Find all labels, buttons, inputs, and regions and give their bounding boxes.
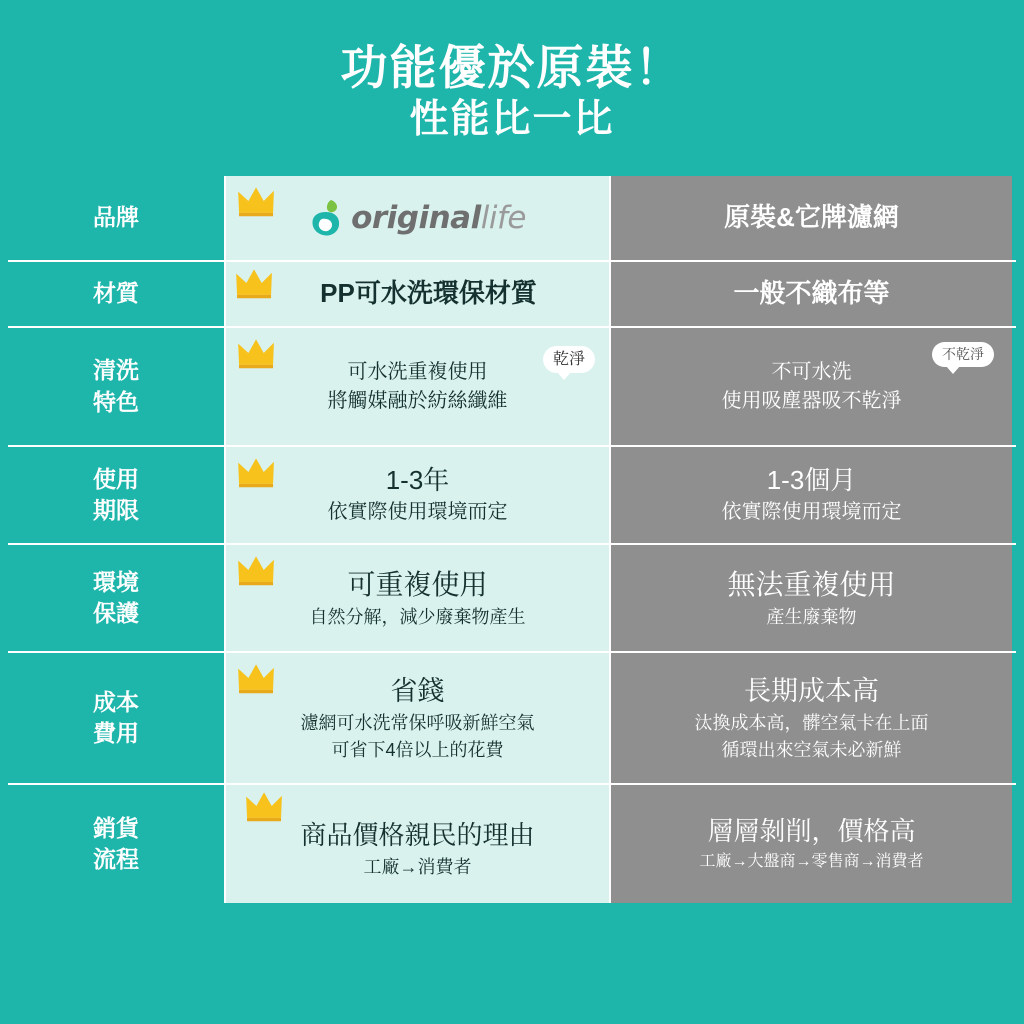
row-label-distribution: [8, 785, 226, 903]
row-label-cost: [8, 653, 226, 783]
row-label-line1: 環境: [93, 568, 139, 595]
row-label-washing: [8, 328, 226, 445]
cell-sub-text: 依實際使用環境而定: [721, 501, 902, 524]
row-label-text: 材質: [93, 280, 139, 307]
cell-ours-distribution: [226, 785, 611, 903]
cell-sub-text-2: 可省下4倍以上的花費: [331, 739, 504, 760]
crown-icon: [234, 266, 286, 300]
cell-main-text: 1-3年: [385, 464, 450, 495]
row-label-line1: 使用: [93, 465, 139, 492]
cell-main-text: 可水洗重複使用: [347, 360, 488, 383]
table-row: [8, 445, 1016, 543]
tooltip-clean: 乾淨: [543, 346, 595, 373]
cell-ours-brand: [226, 176, 611, 260]
row-label-lifespan: [8, 447, 226, 543]
cell-main-text: 商品價格親民的理由: [300, 819, 535, 850]
cell-sub-text: 依實際使用環境而定: [327, 501, 508, 524]
brand-name-bold: original: [351, 200, 481, 236]
cell-theirs-cost: [611, 653, 1012, 783]
table-row: [8, 651, 1016, 783]
row-label-environment: [8, 545, 226, 651]
crown-icon: [236, 184, 288, 218]
cell-ours-cost: [226, 653, 611, 783]
crown-icon: [236, 455, 288, 489]
row-label-line2: 期限: [93, 497, 139, 523]
crown-icon: [244, 789, 296, 823]
table-row: [8, 783, 1016, 903]
cell-sub-text: 使用吸塵器吸不乾淨: [721, 389, 902, 412]
leaf-sprout-icon: [309, 198, 343, 238]
cell-theirs-brand: [611, 176, 1012, 260]
row-label-line2: 保護: [93, 600, 139, 626]
crown-icon: [236, 336, 288, 370]
cell-sub-text: 產生廢棄物: [766, 607, 857, 628]
cell-theirs-distribution: [611, 785, 1012, 903]
row-label-material: [8, 262, 226, 326]
brand-logo: [309, 198, 526, 238]
cell-main-text: 可重複使用: [347, 568, 488, 600]
cell-main-text: PP可水洗環保材質: [320, 278, 537, 309]
cell-sub-text: 自然分解，減少廢棄物產生: [309, 607, 526, 628]
cell-ours-material: [226, 262, 611, 326]
cell-sub-text: 工廠→大盤商→零售商→消費者: [699, 853, 924, 871]
cell-ours-washing: [226, 328, 611, 445]
cell-sub-text: 工廠→消費者: [363, 856, 472, 877]
brand-name-light: life: [480, 200, 526, 236]
cell-ours-lifespan: [226, 447, 611, 543]
row-label-line2: 流程: [93, 846, 139, 872]
row-label-text: 品牌: [93, 204, 139, 231]
crown-icon: [236, 661, 288, 695]
cell-main-text: 無法重複使用: [727, 568, 896, 600]
cell-main-text: 長期成本高: [744, 676, 879, 707]
cell-theirs-washing: [611, 328, 1012, 445]
row-label-line2: 費用: [93, 720, 139, 746]
comparison-table: [8, 176, 1016, 903]
cell-sub-text: 汰換成本高，髒空氣卡在上面: [694, 713, 929, 734]
page-header: [8, 8, 1016, 176]
cell-main-text: 層層剝削，價格高: [707, 816, 916, 847]
row-label-brand: [8, 176, 226, 260]
row-label-line1: 清洗: [93, 357, 139, 384]
cell-main-text: 原裝&它牌濾網: [724, 202, 899, 233]
cell-main-text: 不可水洗: [771, 360, 852, 383]
cell-main-text: 1-3個月: [766, 464, 857, 495]
cell-main-text: 一般不織布等: [733, 278, 890, 309]
cell-main-text: 省錢: [390, 676, 445, 707]
brand-wordmark: [351, 200, 526, 236]
cell-theirs-environment: [611, 545, 1012, 651]
row-label-line1: 成本: [93, 688, 139, 715]
cell-sub-text: 濾網可水洗常保呼吸新鮮空氣: [300, 713, 535, 734]
table-row: [8, 260, 1016, 326]
row-label-line2: 特色: [93, 388, 139, 415]
cell-ours-environment: [226, 545, 611, 651]
cell-sub-text: 將觸媒融於紡絲纖維: [327, 389, 508, 412]
cell-theirs-material: [611, 262, 1012, 326]
tooltip-not-clean: 不乾淨: [932, 342, 994, 367]
cell-sub-text-2: 循環出來空氣未必新鮮: [721, 739, 902, 760]
page-subtitle: 性能比一比: [409, 97, 615, 141]
table-row: [8, 543, 1016, 651]
table-row: [8, 326, 1016, 445]
row-label-line1: 銷貨: [93, 814, 139, 841]
table-row: [8, 176, 1016, 260]
cell-theirs-lifespan: [611, 447, 1012, 543]
page-title: 功能優於原裝！: [340, 40, 684, 94]
crown-icon: [236, 553, 288, 587]
